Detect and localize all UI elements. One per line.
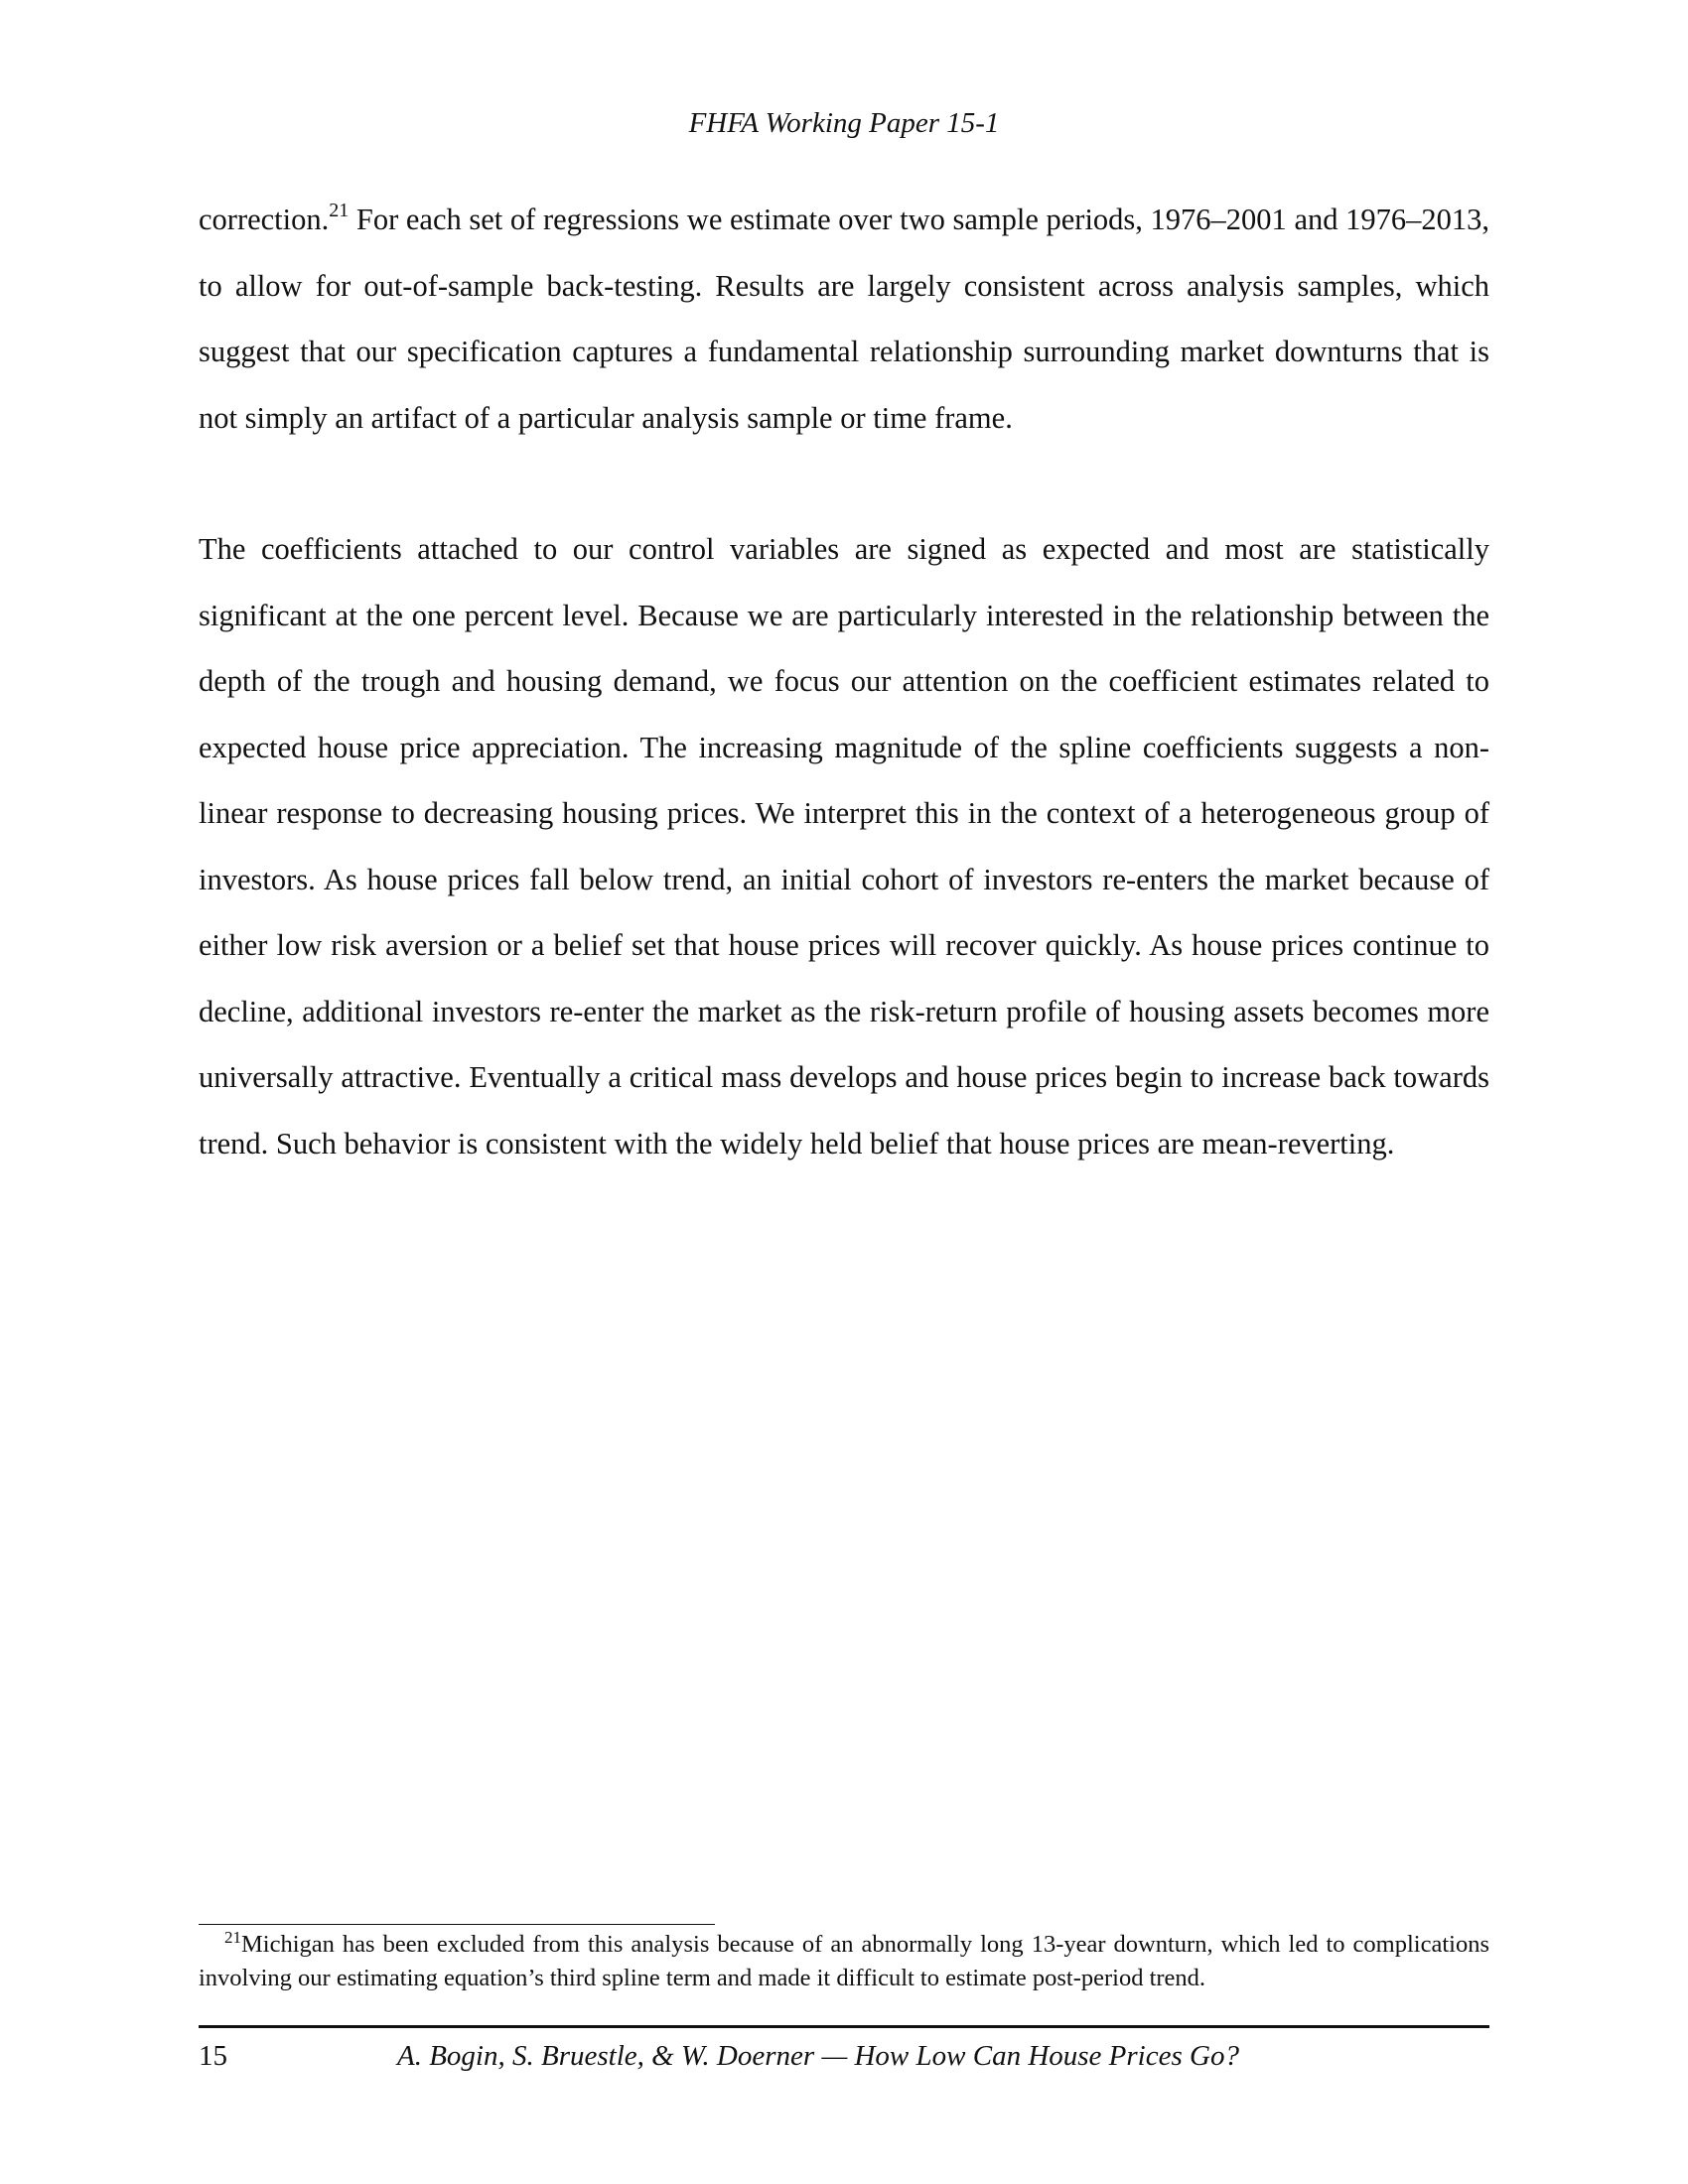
footer-divider bbox=[199, 2025, 1489, 2028]
footnote-text: Michigan has been excluded from this analysis because of an abnormally long 13-year downturn, which led to complications involving our estimating equation’s third spline term and made it difficult to estimate post-period trend. bbox=[199, 1931, 1489, 1991]
paragraph-1-lead: correction. bbox=[199, 203, 330, 236]
running-header: FHFA Working Paper 15-1 bbox=[688, 107, 1000, 139]
running-footer: A. Bogin, S. Bruestle, & W. Doerner — How Low Can House Prices Go? bbox=[397, 2040, 1239, 2072]
paragraph-1-text: For each set of regressions we estimate over two sample periods, 1976–2001 and 1976–2013, to allow for out-of-sample back-testing. Results are largely consistent across analysis samples, which suggest that our specification captures a fundamental relationship surrounding market downturns that is not simply an artifact of a particular analysis sample or time frame. bbox=[199, 203, 1489, 435]
page-number: 15 bbox=[199, 2040, 227, 2072]
paragraph-1 bbox=[199, 187, 1489, 451]
footnote-reference[interactable]: 21 bbox=[329, 200, 350, 221]
footnote-divider bbox=[199, 1924, 715, 1925]
footnote bbox=[199, 1928, 1489, 1995]
paragraph-2: The coefficients attached to our control variables are signed as expected and most are statistically significant at the one percent level. Because we are particularly interested in the relationship between the depth of the trough and housing demand, we focus our attention on the coefficient estimates related to expected house price appreciation. The increasing magnitude of the spline coefficients suggests a non-linear response to decreasing housing prices. We interpret this in the context of a heterogeneous group of investors. As house prices fall below trend, an initial cohort of investors re-enters the market because of either low risk aversion or a belief set that house prices will recover quickly. As house prices continue to decline, additional investors re-enter the market as the risk-return profile of housing assets becomes more universally attractive. Eventually a critical mass develops and house prices begin to increase back towards trend. Such behavior is consistent with the widely held belief that house prices are mean-reverting. bbox=[199, 532, 1489, 1160]
footnote-number: 21 bbox=[224, 1928, 241, 1947]
